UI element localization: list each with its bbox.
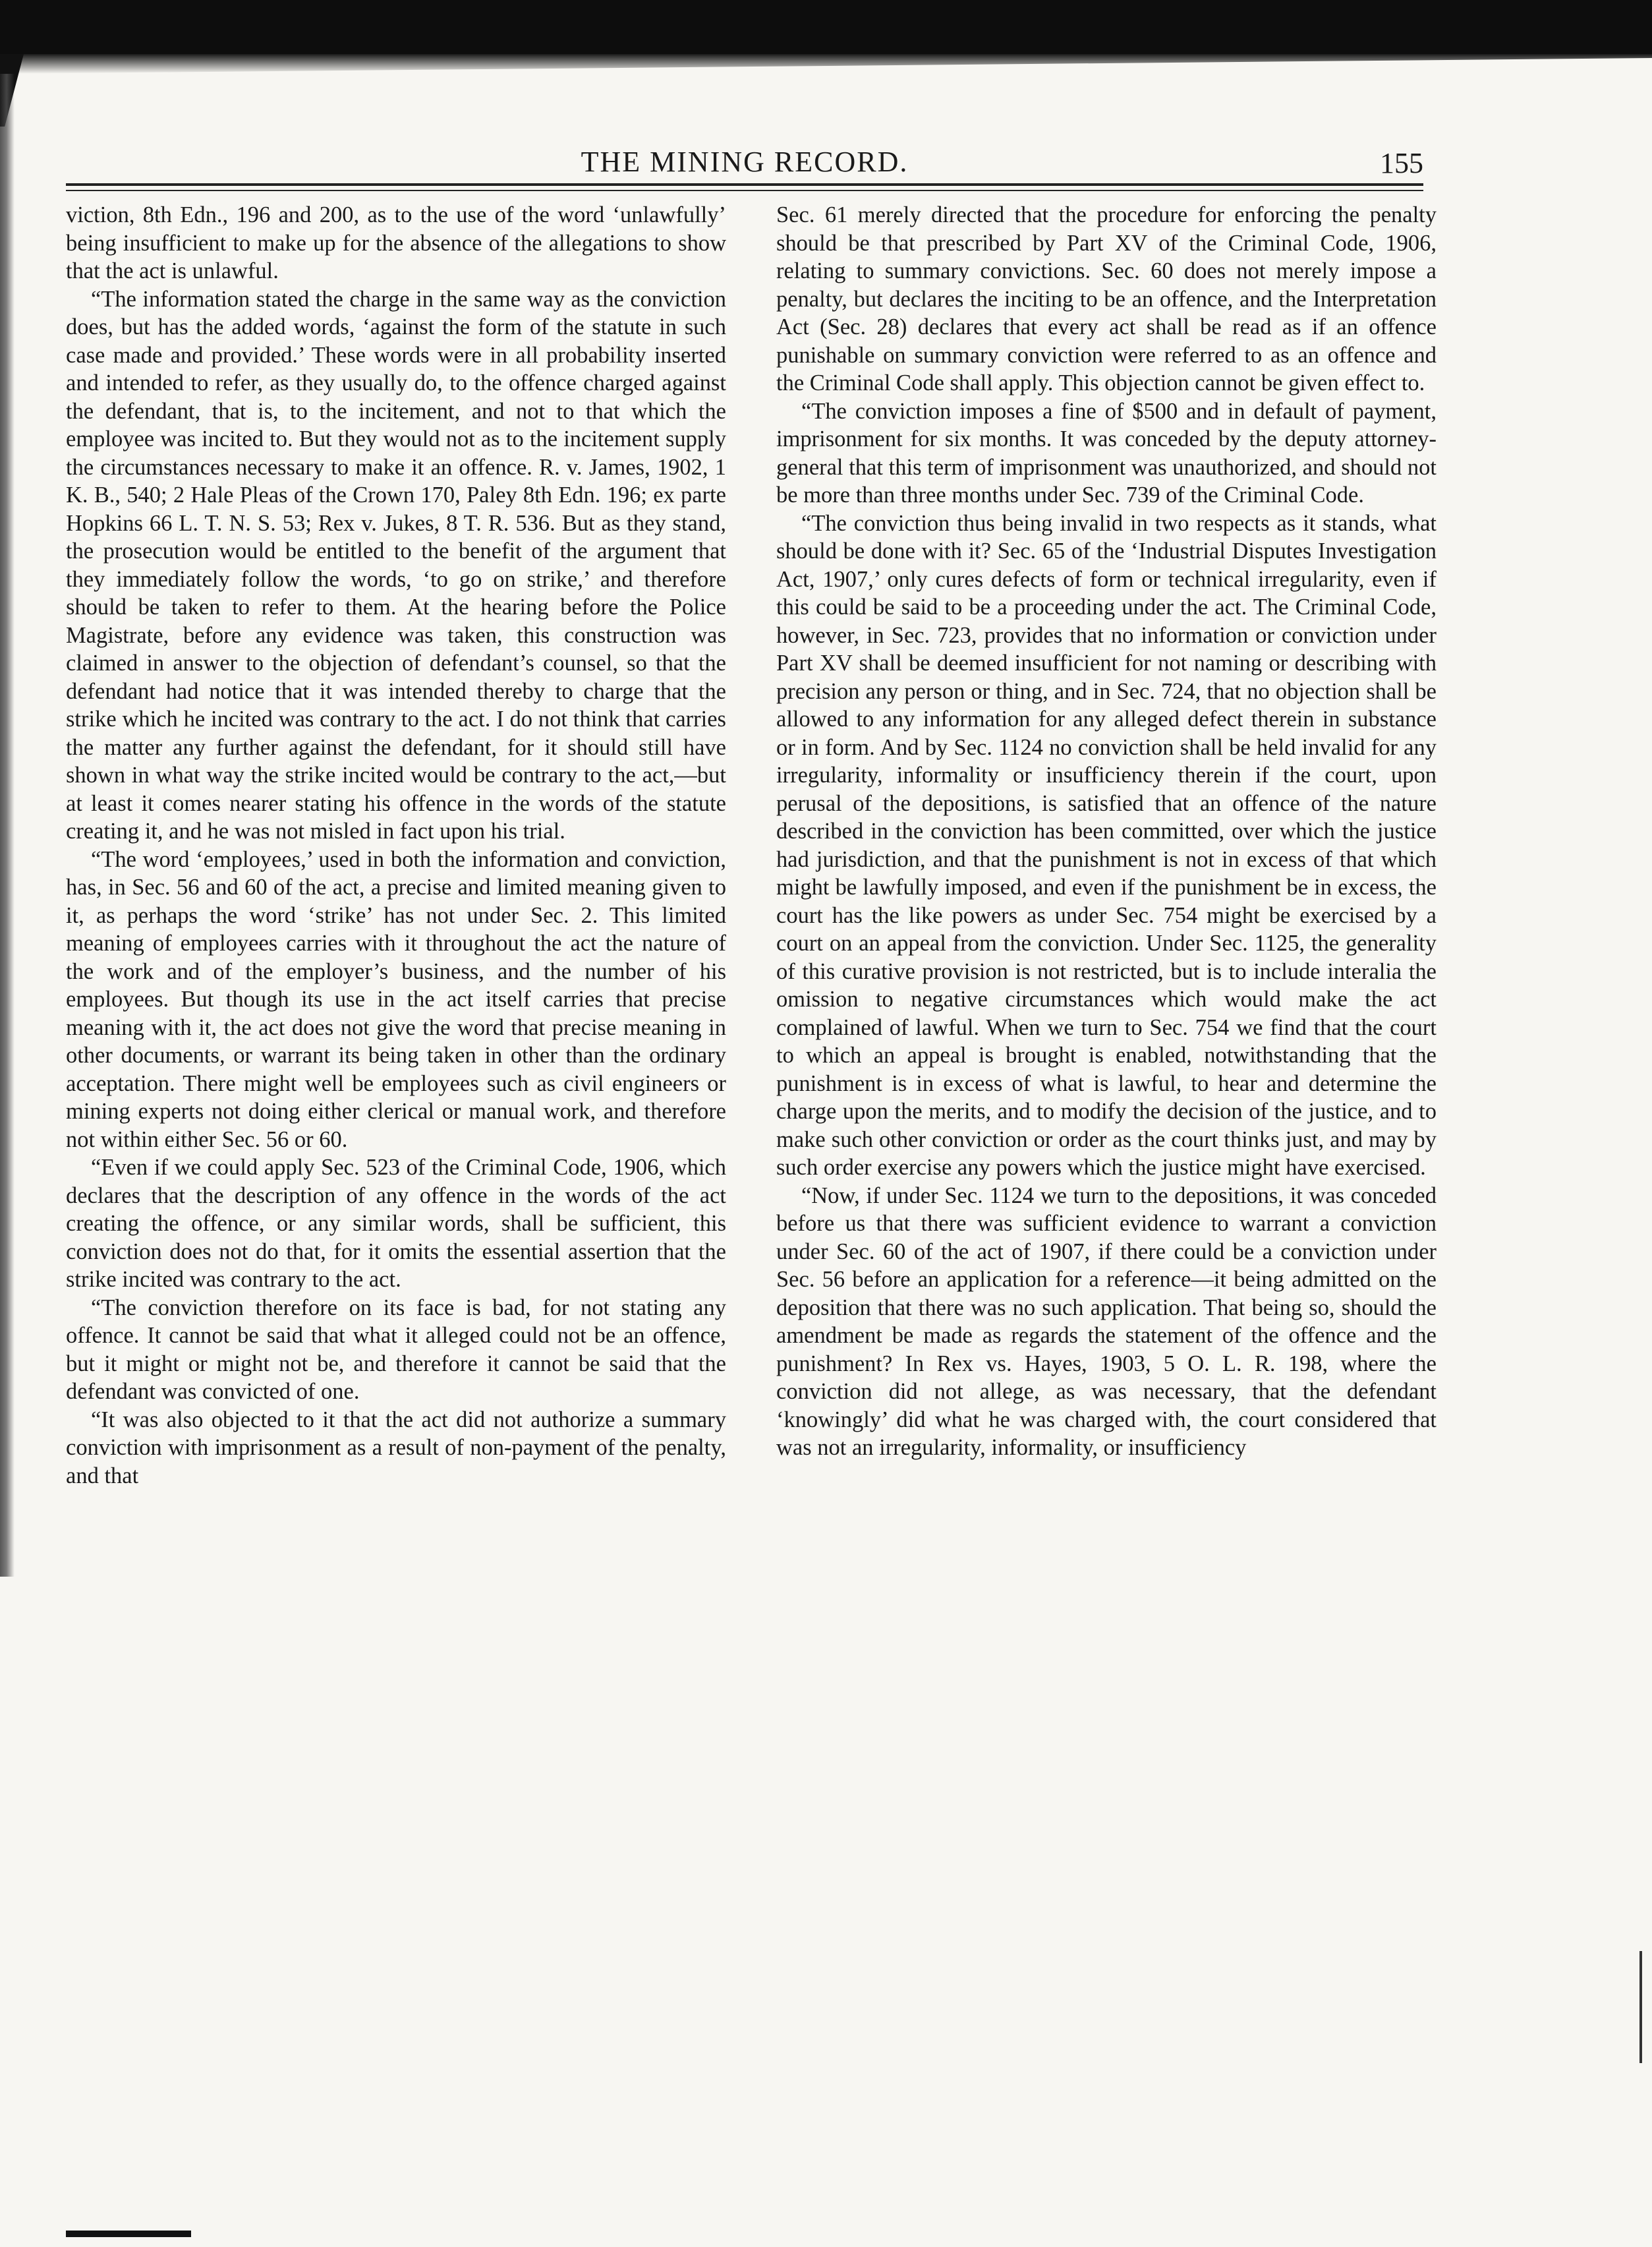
page-number: 155 — [1380, 147, 1423, 179]
paragraph: “The conviction thus being invalid in two respects as it stands, what should be done with it? Sec. 65 of the ‘Industrial Disputes Investigation Act, 1907,’ only cures defects of form or technical irregularity, even if this could be said to be a proceeding under the act. The Criminal Code, however, in Sec. 723, provides that no information or conviction under Part XV shall be deemed insufficient for not naming or describing with precision any person or thing, and in Sec. 724, that no objection shall be allowed to any information for any alleged defect therein in substance or in form. And by Sec. 1124 no conviction shall be held invalid for any irregularity, informality or insufficiency therein if the court, upon perusal of the depositions, is satisfied that an offence of the nature described in the conviction has been committed, over which the justice had jurisdiction, and that the punishment is not in excess of that which might be lawfully imposed, and even if the punishment be in excess, the court has the like powers as under Sec. 754 might be exercised by a court on an appeal from the conviction. Under Sec. 1125, the generality of this curative provision is not restricted, but is to include interalia the omission to negative circumstances which would make the act complained of lawful. When we turn to Sec. 754 we find that the court to which an appeal is brought is enabled, notwithstanding that the punishment is in excess of what is lawful, to hear and determine the charge upon the merits, and to modify the decision of the justice, and to make such other conviction or order as the court thinks just, and may by such order exercise any powers which the justice might have exercised. — [776, 510, 1437, 1180]
header-rule-thick — [66, 183, 1423, 186]
paragraph: Sec. 61 merely directed that the procedure for enforcing the penalty should be that prescribed by Part XV of the Criminal Code, 1906, relating to summary convictions. Sec. 60 does not merely impose a penalty, but declares the inciting to be an offence, and the Interpretation Act (Sec. 28) declares that every act shall be read as if an offence punishable on summary conviction were referred to as an offence and the Criminal Code shall apply. This objection cannot be given effect to. — [776, 202, 1437, 395]
paragraph: “The word ‘employees,’ used in both the information and conviction, has, in Sec. 56 and 60 of the act, a precise and limited meaning given to it, as perhaps the word ‘strike’ has not under Sec. 2. This limited meaning of employees carries with it throughout the act the nature of the work and of the employer’s business, and the number of his employees. But though its use in the act itself carries that precise meaning with it, the act does not give the word that precise meaning in other documents, or warrant its being taken in other than the ordinary acceptation. There might well be employees such as civil engineers or mining experts not doing either clerical or manual work, and therefore not within either Sec. 56 or 60. — [66, 846, 726, 1152]
paragraph: “The information stated the charge in the same way as the conviction does, but has the added words, ‘against the form of the statute in such case made and provided.’ These words were in all probability inserted and intended to refer, as they usually do, to the offence charged against the defendant, that is, to the incitement, and not to that which the employee was incited to. But they would not as to the incitement supply the circumstances necessary to make it an offence. R. v. James, 1902, 1 K. B., 540; 2 Hale Pleas of the Crown 170, Paley 8th Edn. 196; ex parte Hopkins 66 L. T. N. S. 53; Rex v. Jukes, 8 T. R. 536. But as they stand, the prosecution would be entitled to the benefit of the argument that they immediately follow the words, ‘to go on strike,’ and therefore should be taken to refer to them. At the hearing before the Police Magistrate, before any evidence was taken, this construction was claimed in answer to the objection of defendant’s counsel, so that the defendant had notice that it was intended thereby to charge that the strike which he incited was contrary to the act. I do not think that carries the matter any further against the defendant, for it should still have shown in what way the strike incited would be contrary to the act,—but at least it comes nearer stating his offence in the words of the statute creating it, and he was not misled in fact upon his trial. — [66, 286, 726, 844]
page-right-edge-mark — [1639, 1951, 1642, 2063]
page-bottom-mark — [66, 2231, 191, 2237]
paragraph: “The conviction imposes a fine of $500 and in default of payment, imprisonment for six months. It was conceded by the deputy attorney-general that this term of imprisonment was unauthorized, and should not be more than three months under Sec. 739 of the Criminal Code. — [776, 398, 1437, 508]
right-column — [776, 201, 1437, 2221]
left-column — [66, 201, 726, 2221]
paragraph: “Even if we could apply Sec. 523 of the Criminal Code, 1906, which declares that the description of any offence in the words of the act creating the offence, or any similar words, shall be sufficient, this conviction does not do that, for it omits the essential assertion that the strike incited was contrary to the act. — [66, 1155, 726, 1292]
paragraph: “Now, if under Sec. 1124 we turn to the depositions, it was conceded before us that there was sufficient evidence to warrant a conviction under Sec. 60 of the act of 1907, if there could be a conviction under Sec. 56 before an application for a reference—it being admitted on the deposition that there was no such application. That being so, should the amendment be made as regards the statement of the offence and the punishment? In Rex vs. Hayes, 1903, 5 O. L. R. 198, where the conviction did not allege, as was necessary, that the defendant ‘knowingly’ did what he was charged with, the court considered that was not an irregularity, informality, or insufficiency — [776, 1182, 1437, 1460]
page-header — [66, 132, 1423, 185]
page-left-binding-edge — [0, 74, 14, 1577]
page-top-shadow — [0, 54, 1652, 74]
running-title: THE MINING RECORD. — [581, 146, 909, 178]
page-top-dark-border — [0, 0, 1652, 54]
paragraph: “It was also objected to it that the act did not authorize a summary conviction with imprisonment as a result of non-payment of the penalty, and that — [66, 1407, 726, 1488]
paragraph: “The conviction therefore on its face is bad, for not stating any offence. It cannot be said that what it alleged could not be an offence, but it might or might not be, and therefore it cannot be said that the defendant was convicted of one. — [66, 1295, 726, 1404]
header-rule-thin — [66, 190, 1423, 191]
paragraph: viction, 8th Edn., 196 and 200, as to the use of the word ‘unlawfully’ being insufficient to make up for the absence of the allegations to show that the act is unlawful. — [66, 202, 726, 283]
